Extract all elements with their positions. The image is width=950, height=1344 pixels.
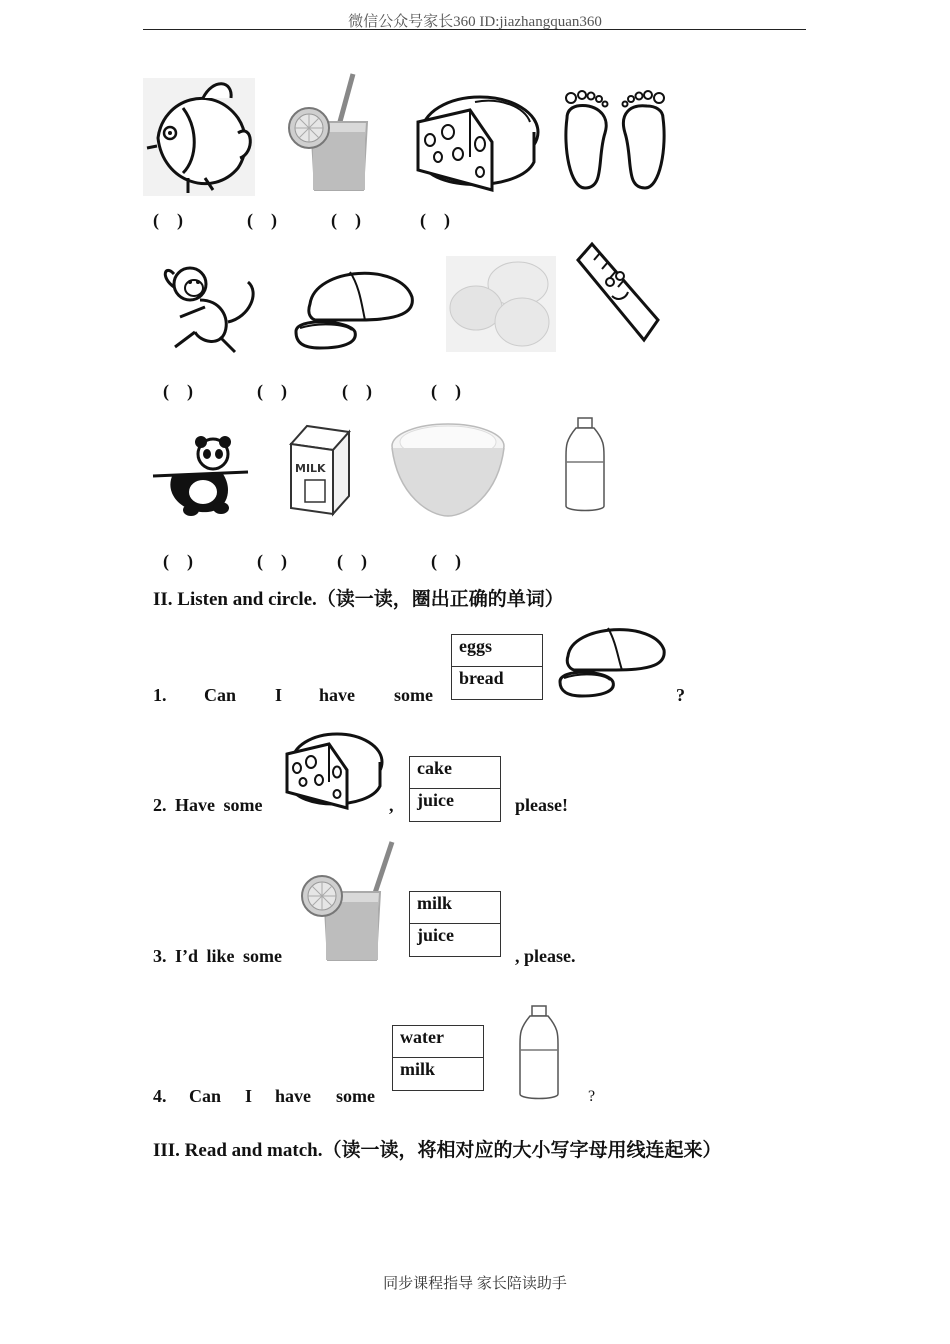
juice-glass-icon <box>283 70 383 196</box>
question-4-word: Can <box>189 1086 222 1106</box>
question-1-end: ? <box>676 685 685 705</box>
answer-blank[interactable]: ( ) <box>342 381 372 401</box>
water-bottle-icon <box>562 416 608 514</box>
ruler-icon <box>574 240 664 352</box>
answer-blank[interactable]: ( ) <box>163 381 193 401</box>
option-milk[interactable]: milk <box>410 892 500 924</box>
question-2-text: 2. Have some <box>153 795 263 815</box>
question-1-choice-box <box>451 634 543 700</box>
answer-blank[interactable]: ( ) <box>153 210 183 230</box>
page-footer: 同步课程指导 家长陪读助手 <box>383 1276 567 1292</box>
answer-blank[interactable]: ( ) <box>431 381 461 401</box>
answer-blank[interactable]: ( ) <box>331 210 361 230</box>
option-water[interactable]: water <box>393 1026 483 1058</box>
answer-blank[interactable]: ( ) <box>431 551 461 571</box>
question-2-choice-box <box>409 756 501 822</box>
question-1-number: 1. <box>153 685 167 705</box>
question-1-word: have <box>319 685 355 705</box>
milk-carton-label: MILK <box>295 462 326 475</box>
option-bread[interactable]: bread <box>459 668 504 688</box>
question-2-end: please! <box>515 795 568 815</box>
question-3-end: , please. <box>515 946 576 966</box>
question-4-number: 4. <box>153 1086 167 1106</box>
option-eggs[interactable]: eggs <box>452 635 542 667</box>
fish-icon <box>143 78 255 196</box>
feet-icon <box>555 88 675 192</box>
question-4-end: ? <box>588 1088 596 1105</box>
option-cake[interactable]: cake <box>410 757 500 789</box>
section-3-title: III. Read and match.（读一读，将相对应的大小写字母用线连起来） <box>153 1140 722 1161</box>
answer-blank[interactable]: ( ) <box>257 551 287 571</box>
option-milk[interactable]: milk <box>400 1059 436 1079</box>
question-4-choice-box <box>392 1025 484 1091</box>
answer-blank[interactable]: ( ) <box>163 551 193 571</box>
juice-glass-icon <box>296 838 396 964</box>
answer-blank[interactable]: ( ) <box>257 381 287 401</box>
page-header: 微信公众号家长360 ID:jiazhangquan360 <box>348 14 602 30</box>
milk-carton-icon <box>283 422 355 518</box>
question-4-word: I <box>245 1086 253 1106</box>
cheese-icon <box>281 730 383 812</box>
panda-icon <box>153 434 248 518</box>
question-4-word: some <box>336 1086 375 1106</box>
answer-blank[interactable]: ( ) <box>337 551 367 571</box>
question-3-choice-box <box>409 891 501 957</box>
bread-icon <box>556 620 668 702</box>
question-3-text: 3. I’d like some <box>153 946 282 966</box>
rice-bowl-icon <box>390 416 506 518</box>
option-juice[interactable]: juice <box>417 790 454 810</box>
option-juice[interactable]: juice <box>417 925 454 945</box>
eggs-icon <box>446 256 556 352</box>
cheese-icon <box>410 92 538 196</box>
monkey-icon <box>160 262 265 354</box>
answer-blank[interactable]: ( ) <box>247 210 277 230</box>
question-2-comma: , <box>389 795 394 815</box>
question-1-word: Can <box>204 685 237 705</box>
section-2-title: II. Listen and circle.（读一读，圈出正确的单词） <box>153 589 564 610</box>
header-rule <box>143 29 806 30</box>
question-1-word: I <box>275 685 283 705</box>
answer-blank[interactable]: ( ) <box>420 210 450 230</box>
bread-icon <box>290 262 418 354</box>
water-bottle-icon <box>518 1004 560 1100</box>
question-4-word: have <box>275 1086 311 1106</box>
question-1-word: some <box>394 685 433 705</box>
